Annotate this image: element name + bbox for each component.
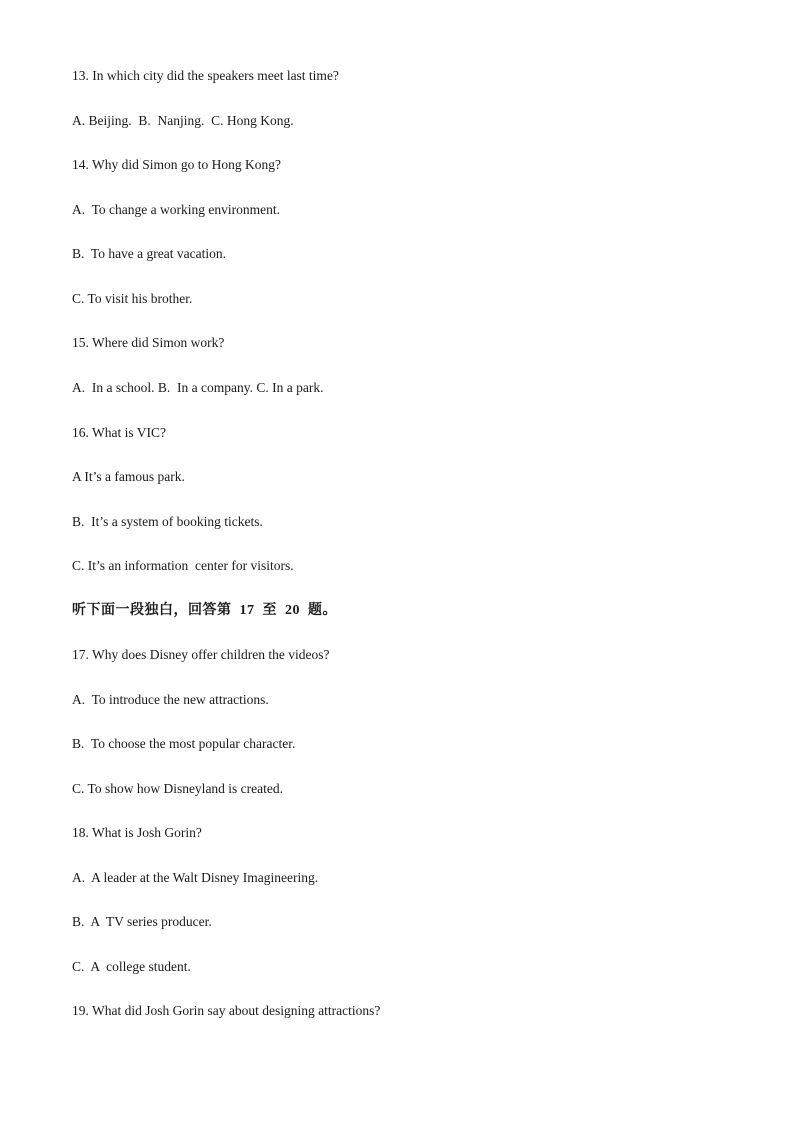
question-14-option-b: B. To have a great vacation. <box>72 246 226 261</box>
question-14-option-a: A. To change a working environment. <box>72 202 281 217</box>
question-18-option-a: A. A leader at the Walt Disney Imagineering. <box>72 870 319 885</box>
question-16-option-c: C. It’s an information center for visitors. <box>72 558 294 573</box>
question-17-option-c: C. To show how Disneyland is created. <box>72 781 284 796</box>
question-16-option-a: A It’s a famous park. <box>72 469 185 484</box>
section-heading: 听下面一段独白，回答第 17 至 20 题。 <box>72 603 337 618</box>
question-14: 14. Why did Simon go to Hong Kong? <box>72 157 281 172</box>
question-18: 18. What is Josh Gorin? <box>72 825 202 840</box>
question-18-option-c: C. A college student. <box>72 959 191 974</box>
question-14-option-c: C. To visit his brother. <box>72 291 193 306</box>
question-17: 17. Why does Disney offer children the videos? <box>72 647 330 662</box>
question-13-options: A. Beijing. B. Nanjing. C. Hong Kong. <box>72 113 294 128</box>
question-16: 16. What is VIC? <box>72 425 166 440</box>
question-13: 13. In which city did the speakers meet last time? <box>72 68 339 83</box>
question-17-option-a: A. To introduce the new attractions. <box>72 692 269 707</box>
question-19: 19. What did Josh Gorin say about designing attractions? <box>72 1003 381 1018</box>
question-17-option-b: B. To choose the most popular character. <box>72 736 296 751</box>
question-15: 15. Where did Simon work? <box>72 335 225 350</box>
question-18-option-b: B. A TV series producer. <box>72 914 212 929</box>
question-16-option-b: B. It’s a system of booking tickets. <box>72 514 263 529</box>
question-15-options: A. In a school. B. In a company. C. In a park. <box>72 380 324 395</box>
